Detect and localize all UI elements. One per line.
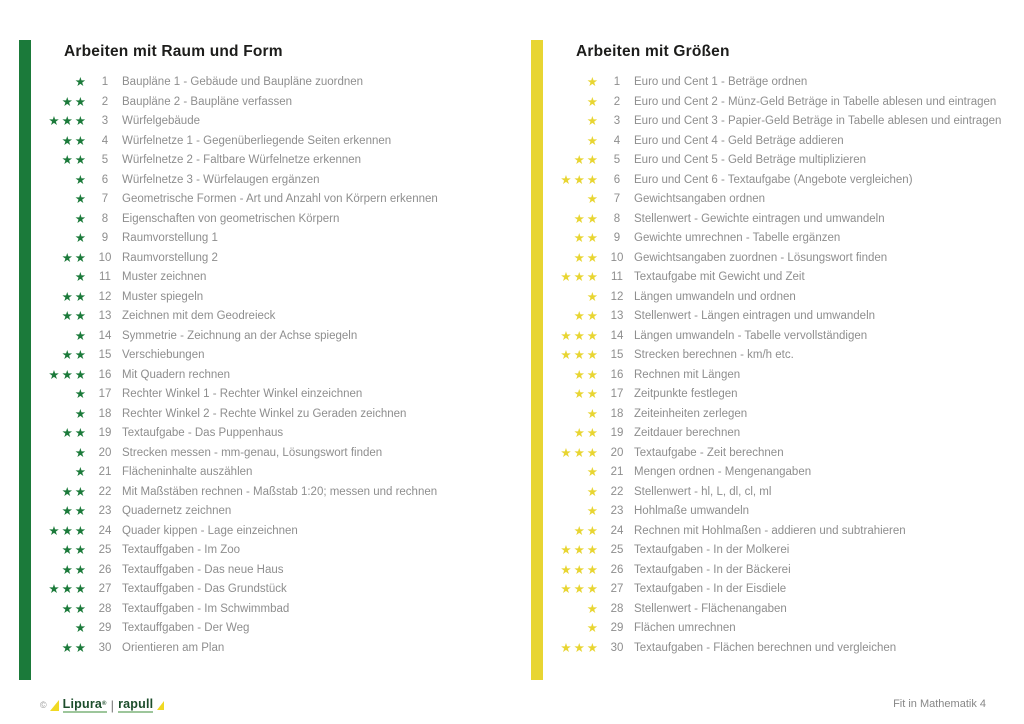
item-number: 8 <box>613 212 621 225</box>
item-number: 7 <box>613 193 621 205</box>
toc-row <box>42 268 508 288</box>
item-number: 6 <box>101 173 109 186</box>
item-title: Rechnen mit Längen <box>634 368 741 381</box>
star-rating: ★ <box>74 192 88 206</box>
item-title: Euro und Cent 6 - Textaufgabe (Angebote vergleichen) <box>634 173 913 186</box>
item-title: Strecken berechnen - km/h etc. <box>634 349 794 361</box>
toc-row <box>554 385 1020 405</box>
star-rating: ★★ <box>61 543 88 557</box>
toc-row <box>42 307 508 327</box>
item-number: 4 <box>613 134 621 147</box>
star-rating: ★★ <box>61 601 88 616</box>
star-rating: ★ <box>586 504 600 518</box>
item-number: 27 <box>98 583 112 595</box>
item-title: Längen umwandeln und ordnen <box>634 290 796 303</box>
item-number: 26 <box>610 563 624 576</box>
item-number: 7 <box>101 193 109 205</box>
item-title: Eigenschaften von geometrischen Körpern <box>122 212 340 225</box>
star-rating: ★★ <box>61 504 88 518</box>
yellow-accent-bar <box>531 40 543 680</box>
item-title: Rechter Winkel 1 - Rechter Winkel einzeichnen <box>122 388 363 400</box>
toc-row <box>42 639 508 659</box>
item-title: Textaufgaben - In der Bäckerei <box>634 563 791 576</box>
item-title: Textauffgaben - Im Zoo <box>122 544 241 556</box>
item-title: Zeitpunkte festlegen <box>634 388 738 400</box>
item-number: 14 <box>98 329 112 342</box>
star-rating: ★ <box>586 192 600 206</box>
star-rating: ★★★ <box>560 582 600 596</box>
item-number: 22 <box>610 485 624 498</box>
item-title: Quader kippen - Lage einzeichnen <box>122 524 298 537</box>
star-rating: ★★ <box>573 367 600 382</box>
column-raum-und-form <box>0 40 512 700</box>
star-rating: ★ <box>586 94 600 109</box>
star-rating: ★ <box>74 621 88 635</box>
toc-row <box>554 210 1020 230</box>
star-rating: ★ <box>74 75 88 89</box>
toc-row <box>554 307 1020 327</box>
star-rating: ★ <box>586 133 600 148</box>
item-title: Verschiebungen <box>122 349 205 361</box>
toc-row <box>42 600 508 620</box>
item-title: Euro und Cent 3 - Papier-Geld Beträge in Tabelle ablesen und eintragen <box>634 115 1002 127</box>
toc-row <box>554 93 1020 113</box>
toc-row <box>42 444 508 464</box>
star-rating: ★★★ <box>560 445 600 460</box>
toc-row <box>42 229 508 249</box>
item-number: 3 <box>101 115 109 127</box>
item-number: 24 <box>98 524 112 537</box>
item-title: Textaufgabe - Das Puppenhaus <box>122 427 284 439</box>
item-number: 28 <box>98 602 112 615</box>
star-rating: ★ <box>74 211 88 226</box>
item-title: Textaufgabe - Zeit berechnen <box>634 446 784 459</box>
star-rating: ★★★ <box>560 270 600 284</box>
toc-row <box>554 366 1020 386</box>
star-rating: ★ <box>586 484 600 499</box>
item-number: 26 <box>98 563 112 576</box>
item-number: 8 <box>101 212 109 225</box>
booklet-title: Fit in Mathematik 4 <box>893 698 986 710</box>
star-rating: ★★★ <box>48 582 88 596</box>
star-rating: ★★ <box>61 348 88 362</box>
star-rating: ★★★ <box>560 640 600 655</box>
toc-row <box>42 93 508 113</box>
toc-row <box>42 73 508 93</box>
toc-row <box>554 522 1020 542</box>
item-number: 16 <box>610 368 624 381</box>
item-title: Euro und Cent 2 - Münz-Geld Beträge in Tabelle ablesen und eintragen <box>634 95 997 108</box>
star-rating: ★★ <box>573 387 600 401</box>
star-rating: ★ <box>586 289 600 304</box>
item-number: 12 <box>98 290 112 303</box>
item-title: Baupläne 2 - Baupläne verfassen <box>122 95 293 108</box>
item-title: Textaufgaben - In der Eisdiele <box>634 583 787 595</box>
star-rating: ★★ <box>61 133 88 148</box>
toc-row <box>42 190 508 210</box>
copyright-symbol: © <box>40 700 47 710</box>
toc-row <box>554 502 1020 522</box>
column-title: Arbeiten mit Raum und Form <box>64 43 283 60</box>
toc-row <box>42 132 508 152</box>
triangle-logo-icon <box>50 700 59 711</box>
item-title: Würfelnetze 2 - Faltbare Würfelnetze erkennen <box>122 154 362 166</box>
star-rating: ★ <box>74 231 88 245</box>
toc-row <box>554 463 1020 483</box>
toc-row <box>554 541 1020 561</box>
item-number: 6 <box>613 173 621 186</box>
item-title: Textauffgaben - Im Schwimmbad <box>122 602 290 615</box>
toc-row <box>554 327 1020 347</box>
toc-row <box>42 483 508 503</box>
item-number: 9 <box>613 232 621 244</box>
toc-row <box>42 502 508 522</box>
toc-row <box>554 561 1020 581</box>
item-number: 12 <box>610 290 624 303</box>
column-groessen <box>512 40 1024 700</box>
star-rating: ★★ <box>61 309 88 323</box>
item-title: Raumvorstellung 1 <box>122 232 218 244</box>
item-number: 23 <box>98 505 112 517</box>
brand-word-rapull: rapull <box>118 696 154 711</box>
item-title: Euro und Cent 1 - Beträge ordnen <box>634 76 808 88</box>
toc-row <box>554 190 1020 210</box>
item-number: 13 <box>610 310 624 322</box>
star-rating: ★★ <box>61 94 88 109</box>
star-rating: ★★ <box>573 309 600 323</box>
star-rating: ★★ <box>61 153 88 167</box>
item-title: Muster zeichnen <box>122 271 207 283</box>
item-number: 18 <box>98 407 112 420</box>
item-title: Euro und Cent 4 - Geld Beträge addieren <box>634 134 844 147</box>
registered-mark: ® <box>102 700 107 707</box>
star-rating: ★★ <box>61 289 88 304</box>
toc-row <box>554 288 1020 308</box>
item-title: Stellenwert - Längen eintragen und umwandeln <box>634 310 876 322</box>
item-number: 22 <box>98 485 112 498</box>
star-rating: ★★ <box>61 426 88 440</box>
item-title: Raumvorstellung 2 <box>122 251 218 264</box>
item-number: 17 <box>610 388 624 400</box>
star-rating: ★ <box>74 465 88 479</box>
item-title: Würfelnetze 1 - Gegenüberliegende Seiten erkennen <box>122 134 392 147</box>
item-number: 3 <box>613 115 621 127</box>
toc-row <box>42 463 508 483</box>
item-number: 5 <box>101 154 109 166</box>
toc-row <box>554 112 1020 132</box>
toc-list <box>554 73 1020 658</box>
item-number: 10 <box>98 251 112 264</box>
item-title: Gewichtsangaben ordnen <box>634 193 766 205</box>
item-number: 29 <box>610 622 624 634</box>
star-rating: ★★ <box>573 250 600 265</box>
toc-row <box>554 483 1020 503</box>
item-number: 17 <box>98 388 112 400</box>
item-number: 2 <box>613 95 621 108</box>
item-title: Rechnen mit Hohlmaßen - addieren und subtrahieren <box>634 524 906 537</box>
item-number: 16 <box>98 368 112 381</box>
item-title: Mit Quadern rechnen <box>122 368 231 381</box>
star-rating: ★ <box>586 621 600 635</box>
toc-row <box>554 249 1020 269</box>
star-rating: ★★★ <box>560 328 600 343</box>
item-number: 19 <box>610 427 624 439</box>
item-title: Mit Maßstäben rechnen - Maßstab 1:20; messen und rechnen <box>122 485 438 498</box>
toc-row <box>42 405 508 425</box>
item-number: 11 <box>99 271 111 283</box>
toc-row <box>554 268 1020 288</box>
item-number: 14 <box>610 329 624 342</box>
item-number: 25 <box>610 544 624 556</box>
item-number: 1 <box>613 76 621 88</box>
toc-row <box>554 639 1020 659</box>
star-rating: ★★★ <box>560 562 600 577</box>
item-number: 20 <box>98 446 112 459</box>
toc-row <box>554 405 1020 425</box>
toc-row <box>42 385 508 405</box>
item-number: 19 <box>98 427 112 439</box>
star-rating: ★ <box>586 601 600 616</box>
toc-row <box>42 424 508 444</box>
toc-row <box>42 541 508 561</box>
toc-row <box>554 346 1020 366</box>
brand-divider: | <box>110 697 115 713</box>
star-rating: ★ <box>74 270 88 284</box>
item-number: 27 <box>610 583 624 595</box>
item-title: Gewichte umrechnen - Tabelle ergänzen <box>634 232 841 244</box>
star-rating: ★★★ <box>560 543 600 557</box>
item-number: 4 <box>101 134 109 147</box>
star-rating: ★★ <box>573 426 600 440</box>
item-title: Textaufgaben - In der Molkerei <box>634 544 790 556</box>
item-title: Textaufgabe mit Gewicht und Zeit <box>634 271 805 283</box>
item-number: 10 <box>610 251 624 264</box>
item-number: 29 <box>98 622 112 634</box>
item-number: 20 <box>610 446 624 459</box>
star-rating: ★★★ <box>48 367 88 382</box>
toc-row <box>554 151 1020 171</box>
item-title: Symmetrie - Zeichnung an der Achse spiegeln <box>122 329 358 342</box>
item-number: 15 <box>98 349 112 361</box>
item-number: 21 <box>610 466 624 478</box>
star-rating: ★★★ <box>48 114 88 128</box>
publisher-logo <box>40 696 165 714</box>
item-title: Gewichtsangaben zuordnen - Lösungswort finden <box>634 251 888 264</box>
toc-row <box>42 171 508 191</box>
toc-row <box>554 600 1020 620</box>
star-rating: ★ <box>586 75 600 89</box>
toc-row <box>554 424 1020 444</box>
item-number: 1 <box>101 76 109 88</box>
item-title: Rechter Winkel 2 - Rechte Winkel zu Geraden zeichnen <box>122 407 407 420</box>
column-content <box>554 42 1020 658</box>
brand-word-lipura: Lipura® <box>62 696 107 711</box>
item-number: 2 <box>101 95 109 108</box>
toc-row <box>554 171 1020 191</box>
star-rating: ★ <box>74 445 88 460</box>
item-title: Textauffgaben - Das Grundstück <box>122 583 287 595</box>
item-number: 15 <box>610 349 624 361</box>
star-rating: ★ <box>74 328 88 343</box>
star-rating: ★ <box>586 114 600 128</box>
toc-row <box>42 151 508 171</box>
toc-row <box>554 229 1020 249</box>
star-rating: ★★★ <box>560 348 600 362</box>
star-rating: ★★★ <box>560 172 600 187</box>
item-number: 23 <box>610 505 624 517</box>
item-title: Geometrische Formen - Art und Anzahl von Körpern erkennen <box>122 193 438 205</box>
item-number: 30 <box>610 641 624 654</box>
toc-row <box>42 580 508 600</box>
star-rating: ★★ <box>61 562 88 577</box>
item-title: Mengen ordnen - Mengenangaben <box>634 466 812 478</box>
star-rating: ★★★ <box>48 523 88 538</box>
toc-row <box>554 444 1020 464</box>
item-number: 25 <box>98 544 112 556</box>
toc-row <box>42 210 508 230</box>
star-rating: ★★ <box>61 250 88 265</box>
star-rating: ★★ <box>573 153 600 167</box>
item-title: Längen umwandeln - Tabelle vervollständigen <box>634 329 868 342</box>
toc-row <box>554 619 1020 639</box>
toc-row <box>42 112 508 132</box>
toc-row <box>42 327 508 347</box>
triangle-logo-icon <box>157 701 164 710</box>
item-title: Flächeninhalte auszählen <box>122 466 253 478</box>
column-title: Arbeiten mit Größen <box>576 43 730 60</box>
item-number: 24 <box>610 524 624 537</box>
star-rating: ★★ <box>573 523 600 538</box>
item-number: 9 <box>101 232 109 244</box>
item-title: Baupläne 1 - Gebäude und Baupläne zuordnen <box>122 76 364 88</box>
toc-row <box>42 288 508 308</box>
star-rating: ★ <box>74 406 88 421</box>
star-rating: ★ <box>586 406 600 421</box>
item-title: Muster spiegeln <box>122 290 204 303</box>
toc-row <box>42 249 508 269</box>
item-title: Strecken messen - mm-genau, Lösungswort finden <box>122 446 383 459</box>
star-rating: ★★ <box>573 211 600 226</box>
toc-row <box>554 73 1020 93</box>
item-title: Würfelgebäude <box>122 115 200 127</box>
toc-row <box>554 580 1020 600</box>
item-title: Stellenwert - Gewichte eintragen und umwandeln <box>634 212 885 225</box>
item-title: Zeichnen mit dem Geodreieck <box>122 310 276 322</box>
item-title: Stellenwert - Flächenangaben <box>634 602 787 615</box>
toc-row <box>42 561 508 581</box>
item-title: Zeiteinheiten zerlegen <box>634 407 748 420</box>
column-content <box>42 42 508 658</box>
star-rating: ★ <box>74 172 88 187</box>
item-number: 21 <box>98 466 112 478</box>
item-title: Textauffgaben - Das neue Haus <box>122 563 284 576</box>
star-rating: ★ <box>586 465 600 479</box>
item-title: Flächen umrechnen <box>634 622 736 634</box>
toc-list <box>42 73 508 658</box>
item-number: 28 <box>610 602 624 615</box>
item-number: 30 <box>98 641 112 654</box>
item-number: 11 <box>611 271 623 283</box>
star-rating: ★★ <box>61 484 88 499</box>
toc-row <box>42 366 508 386</box>
item-number: 13 <box>98 310 112 322</box>
toc-row <box>554 132 1020 152</box>
toc-row <box>42 619 508 639</box>
item-title: Stellenwert - hl, L, dl, cl, ml <box>634 485 772 498</box>
green-accent-bar <box>19 40 31 680</box>
item-title: Orientieren am Plan <box>122 641 225 654</box>
star-rating: ★★ <box>61 640 88 655</box>
item-number: 18 <box>610 407 624 420</box>
item-title: Textauffgaben - Der Weg <box>122 622 250 634</box>
toc-row <box>42 522 508 542</box>
star-rating: ★★ <box>573 231 600 245</box>
toc-row <box>42 346 508 366</box>
item-title: Quadernetz zeichnen <box>122 505 232 517</box>
item-title: Würfelnetze 3 - Würfelaugen ergänzen <box>122 173 320 186</box>
item-title: Hohlmaße umwandeln <box>634 505 750 517</box>
item-title: Textaufgaben - Flächen berechnen und vergleichen <box>634 641 897 654</box>
item-title: Zeitdauer berechnen <box>634 427 741 439</box>
star-rating: ★ <box>74 387 88 401</box>
item-number: 5 <box>613 154 621 166</box>
item-title: Euro und Cent 5 - Geld Beträge multiplizieren <box>634 154 867 166</box>
